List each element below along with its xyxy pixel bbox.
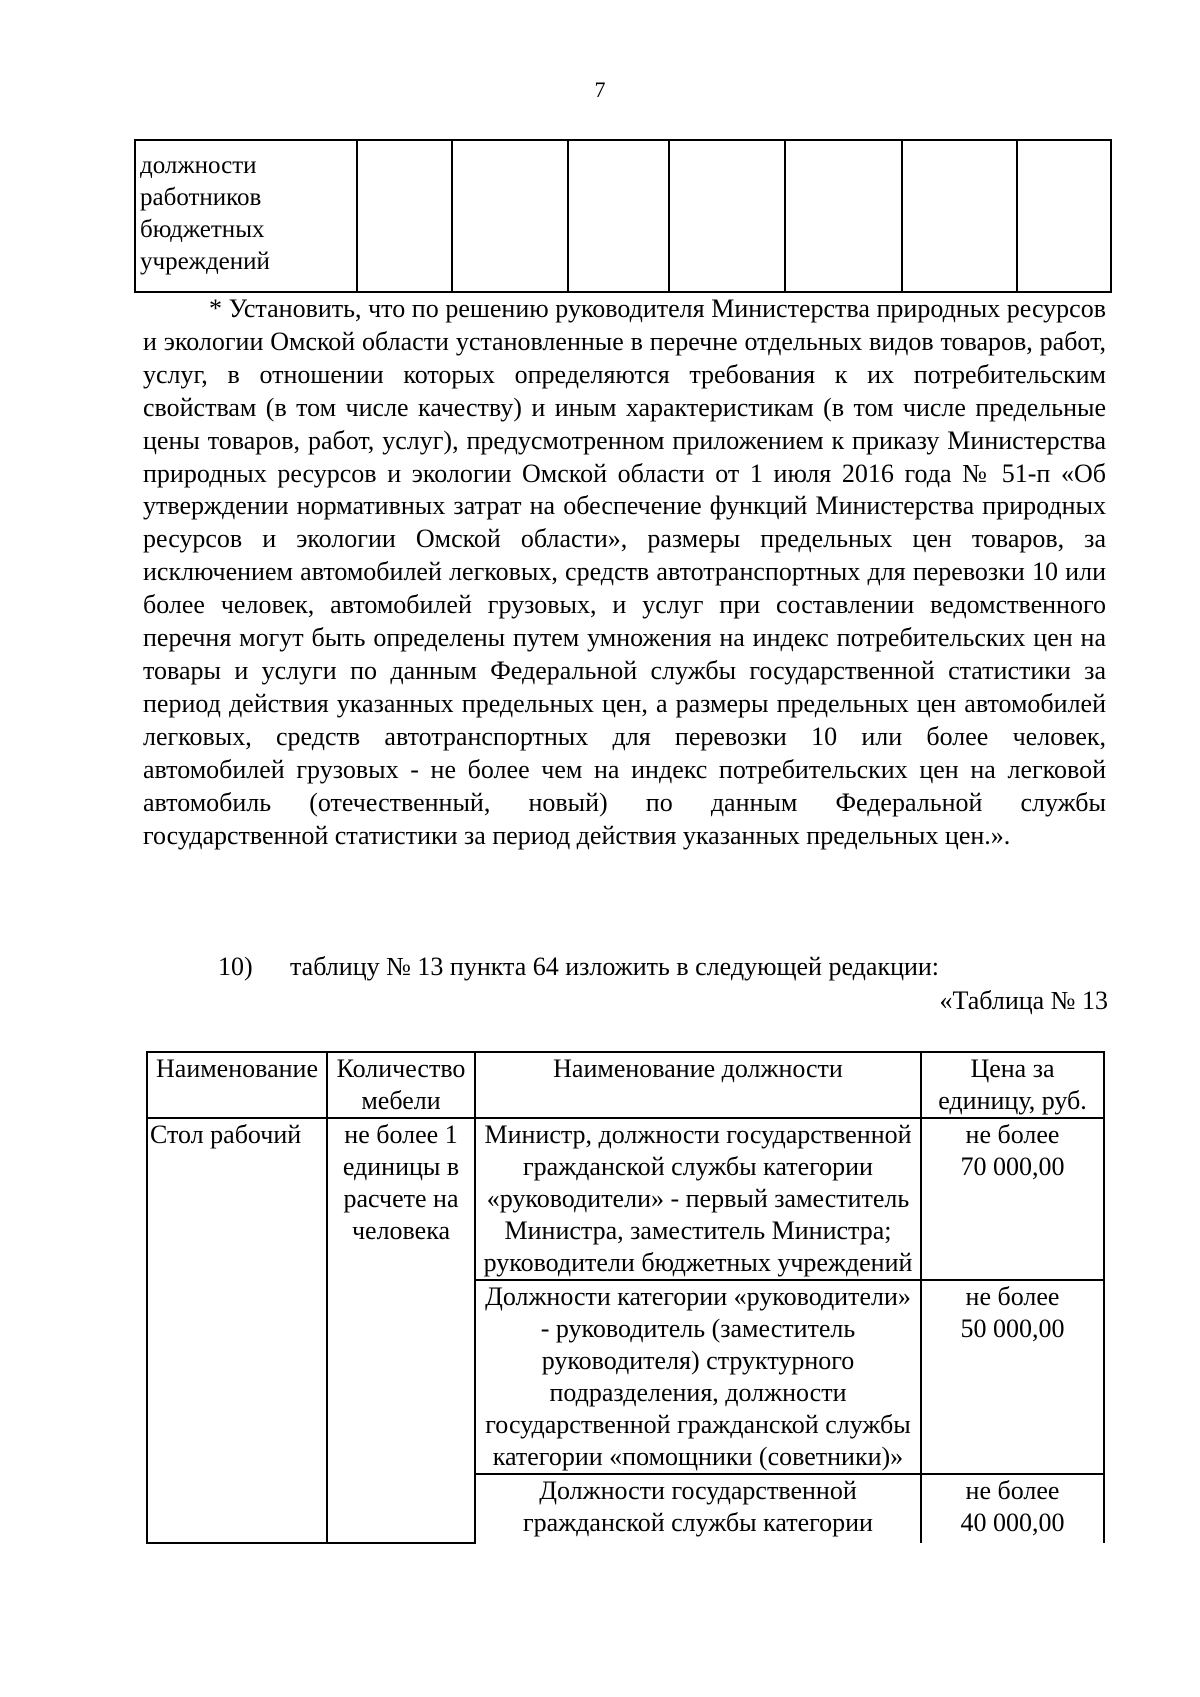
header-quantity: Количество мебели [327,1052,475,1118]
header-position: Наименование должности [475,1052,921,1118]
empty-cell [1017,140,1111,292]
empty-cell [902,140,1017,292]
note-paragraph [143,293,1106,852]
cell-quantity: не более 1 единицы в расчете на человека [327,1118,475,1543]
item-text: таблицу № 13 пункта 64 изложить в следующей редакции: [290,952,940,981]
cell-price: не более 40 000,00 [921,1474,1104,1543]
table-cell-position-label [135,140,357,292]
empty-cell [785,140,902,292]
empty-cell [357,140,453,292]
page-number: 7 [594,77,606,102]
furniture-table [146,1051,1105,1544]
empty-cell [568,140,670,292]
label-line: должности [140,152,257,179]
continued-table [134,139,1112,293]
table-row [147,1118,1104,1280]
cell-item-name: Стол рабочий [147,1118,327,1543]
cell-price: не более 50 000,00 [921,1280,1104,1474]
label-line: бюджетных [140,216,265,243]
cell-position: Министр, должности государственной гражданской службы категории «руководители» - первый заместитель Министра, заместитель Министра; руководители бюджетных учреждений [475,1118,921,1280]
header-name: Наименование [147,1052,327,1118]
table-caption: «Таблица № 13 [939,986,1108,1015]
label-line: учреждений [140,248,270,275]
empty-cell [669,140,785,292]
cell-position: Должности государственной гражданской службы категории [475,1474,921,1543]
cell-price: не более 70 000,00 [921,1118,1104,1280]
amendment-item [218,951,939,983]
header-price: Цена за единицу, руб. [921,1052,1104,1118]
item-number: 10) [218,952,253,981]
cell-position: Должности категории «руководители» - руководитель (заместитель руководителя) структурного подразделения, должности государственной гражданской службы категории «помощники (советники)» [475,1280,921,1474]
table-header-row [147,1052,1104,1118]
note-text: * Установить, что по решению руководителя Министерства природных ресурсов и экологии Омской области установленные в перечне отдельных видов товаров, работ, услуг, в отношении которых определяются требования к их потребительским свойствам (в том числе качеству) и иным характеристикам (в том числе предельные цены товаров, работ, услуг), предусмотренном приложением к приказу Министерства природных ресурсов и экологии Омской области от 1 июля 2016 года № 51-п «Об утверждении нормативных затрат на обеспечение функций Министерства природных ресурсов и экологии Омской области», размеры предельных цен товаров, за исключением автомобилей легковых, средств автотранспортных для перевозки 10 или более человек, автомобилей грузовых, и услуг при составлении ведомственного перечня могут быть определены путем умножения на индекс потребительских цен на товары и услуги по данным Федеральной службы государственной статистики за период действия указанных предельных цен, а размеры предельных цен автомобилей легковых, средств автотранспортных для перевозки 10 или более человек, автомобилей грузовых - не более чем на индекс потребительских цен на легковой автомобиль (отечественный, новый) по данным Федеральной службы государственной статистики за период действия указанных предельных цен.». [143,294,1106,850]
label-line: работников [140,184,262,211]
empty-cell [452,140,567,292]
